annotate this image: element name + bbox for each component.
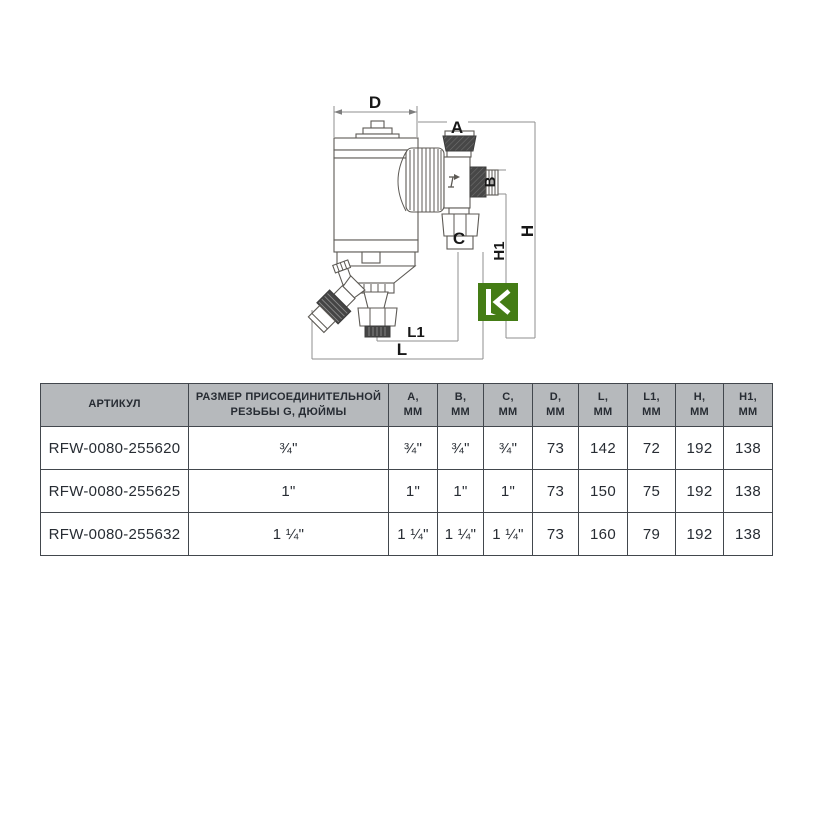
col-header-line1: АРТИКУЛ: [88, 398, 141, 411]
col-header-5: [533, 384, 579, 427]
col-header-line1: A,: [407, 390, 419, 403]
col-header-8: [676, 384, 724, 427]
value-cell: 1 ¼": [438, 513, 484, 556]
dim-label-a: A: [450, 118, 464, 137]
spec-table-head-row: [41, 384, 773, 427]
article-cell: RFW-0080-255620: [41, 427, 189, 470]
value-cell: 1": [189, 470, 389, 513]
value-cell: 138: [724, 470, 773, 513]
value-cell: ¾": [389, 427, 438, 470]
value-cell: 1": [438, 470, 484, 513]
value-cell: 1 ¼": [189, 513, 389, 556]
value-cell: 192: [676, 427, 724, 470]
brand-logo: [478, 283, 518, 321]
col-header-line2: ММ: [498, 406, 518, 418]
value-cell: 73: [533, 470, 579, 513]
value-cell: 1 ¼": [389, 513, 438, 556]
col-header-line1: H1,: [739, 390, 757, 403]
table-row: [41, 470, 773, 513]
dim-label-c: C: [452, 229, 466, 248]
value-cell: 192: [676, 513, 724, 556]
col-header-line2: ММ: [403, 406, 423, 418]
dim-label-l1: L1: [407, 324, 425, 341]
col-header-line1: C,: [502, 390, 514, 403]
col-header-line2: ММ: [593, 406, 613, 418]
col-header-line1: РАЗМЕР ПРИСОЕДИНИТЕЛЬНОЙ: [195, 390, 382, 403]
article-cell: RFW-0080-255625: [41, 470, 189, 513]
value-cell: 192: [676, 470, 724, 513]
col-header-2: [389, 384, 438, 427]
col-header-line1: B,: [454, 390, 467, 403]
col-header-line2: ММ: [642, 406, 661, 418]
col-header-7: [628, 384, 676, 427]
col-header-line1: L1,: [643, 390, 660, 403]
col-header-line1: H,: [693, 390, 706, 403]
dim-label-b: B: [482, 176, 499, 188]
value-cell: 160: [579, 513, 628, 556]
value-cell: 79: [628, 513, 676, 556]
value-cell: 1 ¼": [484, 513, 533, 556]
col-header-line1: L,: [597, 390, 609, 403]
table-row: [41, 427, 773, 470]
value-cell: 138: [724, 427, 773, 470]
value-cell: ¾": [189, 427, 389, 470]
spec-table-body: [41, 427, 773, 556]
value-cell: 138: [724, 513, 773, 556]
table-row: [41, 513, 773, 556]
col-header-4: [484, 384, 533, 427]
dim-label-l: L: [396, 340, 408, 359]
col-header-1: [189, 384, 389, 427]
value-cell: 1": [389, 470, 438, 513]
col-header-line1: D,: [549, 390, 562, 403]
col-header-9: [724, 384, 773, 427]
value-cell: 142: [579, 427, 628, 470]
dim-label-h: H: [518, 224, 537, 238]
col-header-line2: РЕЗЬБЫ G, ДЮЙМЫ: [230, 406, 347, 418]
col-header-0: [41, 384, 189, 427]
value-cell: ¾": [438, 427, 484, 470]
spec-table: [40, 383, 773, 556]
dim-label-d: D: [368, 93, 382, 112]
dim-label-h1: H1: [491, 241, 508, 261]
col-header-line2: ММ: [690, 406, 709, 418]
valve-technical-drawing: [0, 0, 814, 380]
col-header-6: [579, 384, 628, 427]
col-header-3: [438, 384, 484, 427]
value-cell: 73: [533, 427, 579, 470]
drain-union: [358, 292, 397, 337]
article-cell: RFW-0080-255632: [41, 513, 189, 556]
value-cell: 75: [628, 470, 676, 513]
col-header-line2: ММ: [738, 406, 758, 418]
value-cell: 1": [484, 470, 533, 513]
value-cell: 73: [533, 513, 579, 556]
value-cell: 72: [628, 427, 676, 470]
col-header-line2: ММ: [451, 406, 470, 418]
col-header-line2: ММ: [546, 406, 565, 418]
value-cell: 150: [579, 470, 628, 513]
value-cell: ¾": [484, 427, 533, 470]
